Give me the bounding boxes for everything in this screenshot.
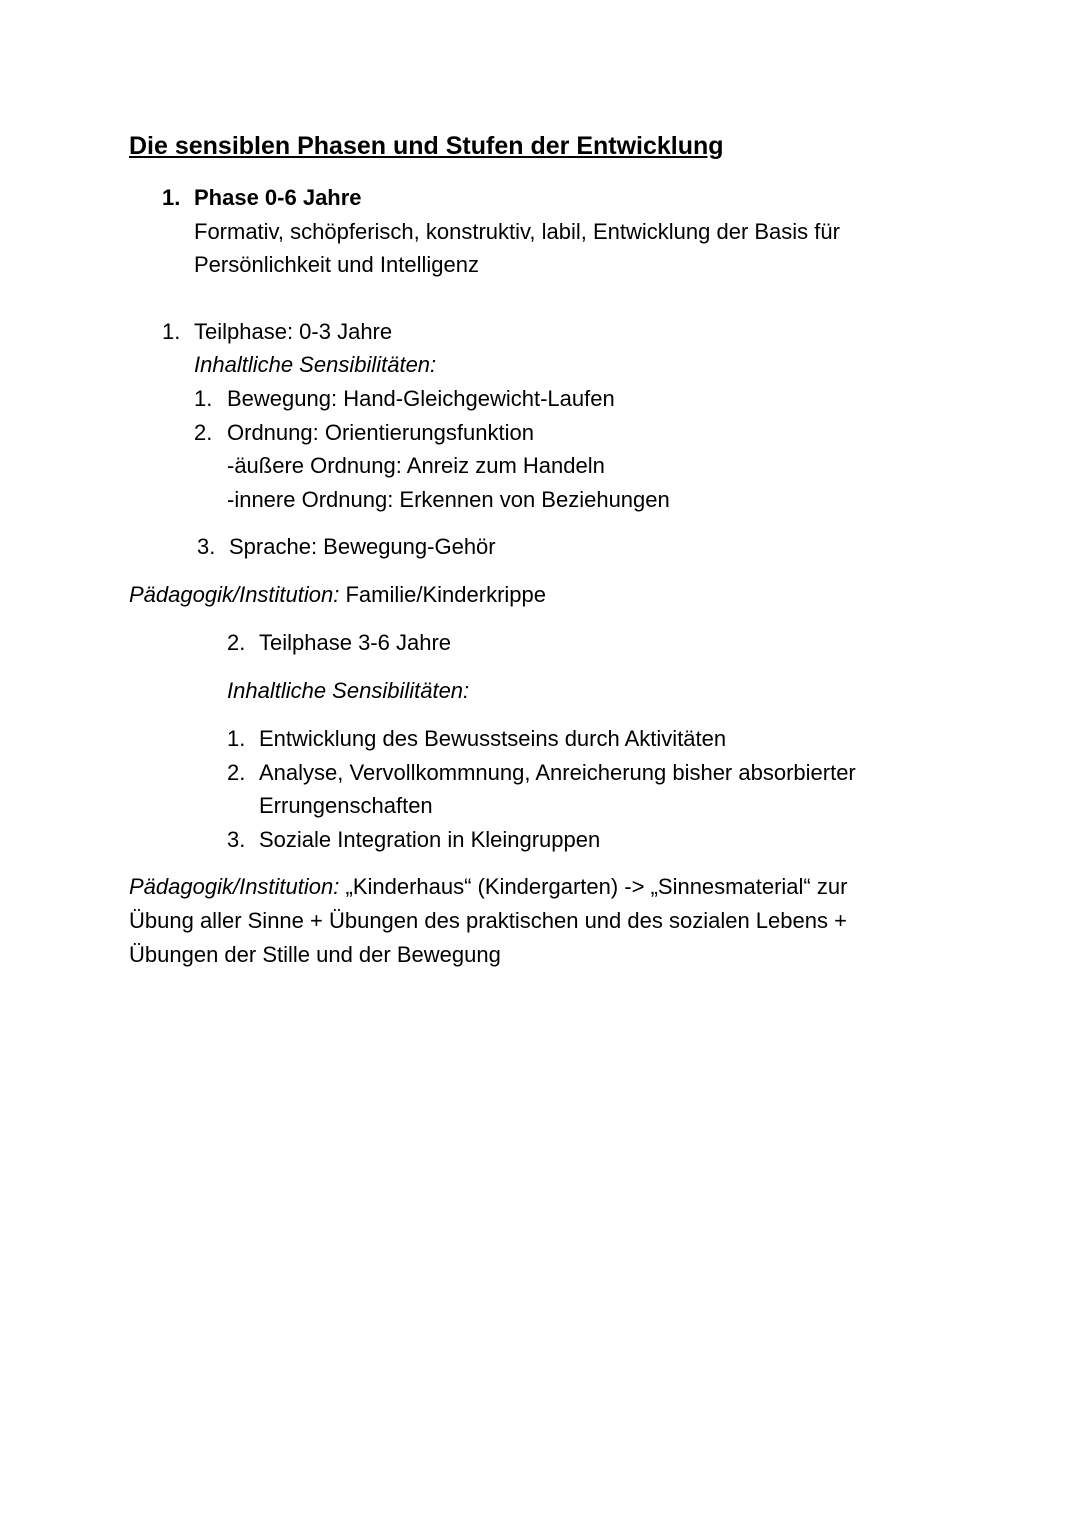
subphase-1-pedagogy: [129, 580, 546, 610]
list-item-number: 3.: [197, 534, 216, 559]
subphase-2-pedagogy-line-3: Übungen der Stille und der Bewegung: [129, 942, 501, 967]
subphase-1-heading: Teilphase: 0-3 Jahre: [194, 319, 393, 344]
pedagogy-label: Pädagogik/Institution:: [129, 582, 340, 607]
list-item: Bewegung: Hand-Gleichgewicht-Laufen: [227, 386, 615, 411]
list-item: Ordnung: Orientierungsfunktion: [227, 420, 534, 445]
page-title: Die sensiblen Phasen und Stufen der Entwicklung: [129, 132, 724, 160]
subphase-2-pedagogy-line-1: [129, 872, 847, 902]
phase-description-line-1: Formativ, schöpferisch, konstruktiv, labil, Entwicklung der Basis für: [194, 219, 840, 244]
phase-description-line-2: Persönlichkeit und Intelligenz: [194, 252, 479, 277]
subphase-1-sensitivities-label: Inhaltliche Sensibilitäten:: [194, 352, 437, 377]
list-item: Analyse, Vervollkommnung, Anreicherung bisher absorbierter: [259, 760, 856, 785]
pedagogy-label: Pädagogik/Institution:: [129, 874, 340, 899]
list-item-number: 3.: [227, 827, 246, 852]
list-item: Soziale Integration in Kleingruppen: [259, 827, 601, 852]
list-item: Sprache: Bewegung-Gehör: [229, 534, 496, 559]
pedagogy-text: „Kinderhaus“ (Kindergarten) -> „Sinnesmaterial“ zur: [339, 874, 848, 899]
list-item-number: 1.: [194, 386, 213, 411]
list-item: Entwicklung des Bewusstseins durch Aktivitäten: [259, 726, 727, 751]
subphase-2-heading: Teilphase 3-6 Jahre: [259, 630, 452, 655]
list-item-continuation: Errungenschaften: [259, 793, 433, 818]
order-outer: -äußere Ordnung: Anreiz zum Handeln: [227, 453, 605, 478]
phase-heading: Phase 0-6 Jahre: [194, 185, 362, 210]
subphase-2-pedagogy-line-2: Übung aller Sinne + Übungen des praktischen und des sozialen Lebens +: [129, 908, 847, 933]
phase-number: 1.: [162, 185, 181, 210]
list-item-number: 2.: [194, 420, 213, 445]
list-item-number: 2.: [227, 760, 246, 785]
subphase-2-number: 2.: [227, 630, 246, 655]
pedagogy-text: Familie/Kinderkrippe: [339, 582, 547, 607]
subphase-1-number: 1.: [162, 319, 181, 344]
subphase-2-sensitivities-label: Inhaltliche Sensibilitäten:: [227, 678, 470, 703]
list-item-number: 1.: [227, 726, 246, 751]
order-inner: -innere Ordnung: Erkennen von Beziehungen: [227, 487, 670, 512]
